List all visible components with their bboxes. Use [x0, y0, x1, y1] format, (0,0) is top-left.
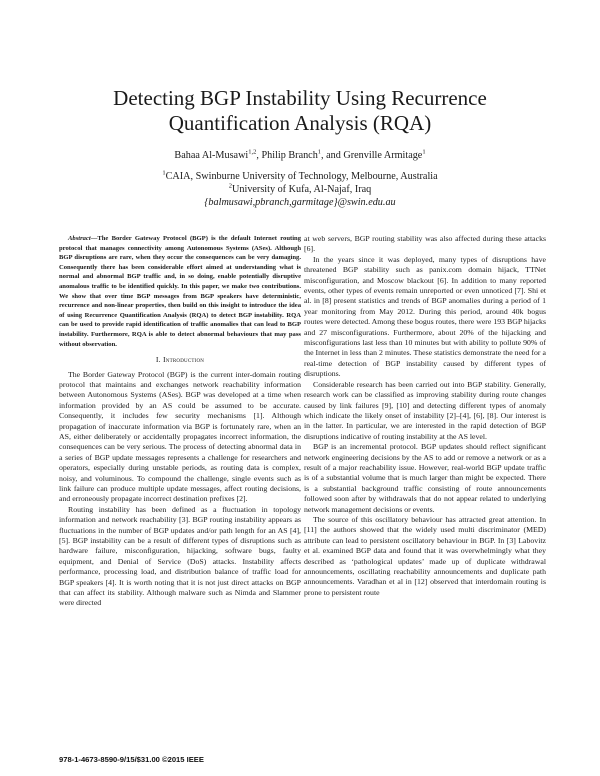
- paper-title: [40, 86, 560, 136]
- abstract-text: —The Border Gateway Protocol (BGP) is the default Internet routing protocol that manages connectivity among Autonomous Systems (ASes). Although BGP disruptions are rare, when they occur the consequences can be very damaging. Consequently there has been considerable effort aimed at understanding what is normal and abnormal BGP traffic and, in so doing, enable potentially disruptive anomalous traffic to be identified quickly. In this paper, we make two contributions. We show that over time BGP messages from BGP speakers have deterministic, recurrence and non-linear properties, then build on this insight to introduce the idea of using Recurrence Quantification Analysis (RQA) to detect BGP instability. RQA can be used to provide rapid identification of traffic anomalies that can lead to BGP instability. Furthermore, RQA is able to detect abnormal behaviours that may pass without observation.: [59, 235, 301, 348]
- abstract-label: Abstract: [68, 235, 91, 242]
- body-paragraph: Considerable research has been carried out into BGP stability. Generally, research work can be classified as improving stability during route changes caused by link failures [9], [10] and detecting different types of anomaly which indicate the likely onset of instability [2]–[4], [6], [8]. Our interest is in the latter. In particular, we are interested in the rapid detection of BGP disruptions indicative of routing instability at the AS level.: [304, 379, 546, 441]
- title-line-1: Detecting BGP Instability Using Recurrence: [113, 86, 487, 110]
- affiliation-line: [40, 183, 560, 196]
- title-line-2: Quantification Analysis (RQA): [168, 111, 432, 135]
- body-paragraph: BGP is an incremental protocol. BGP updates should reflect significant network engineering decisions by the AS to add or remove a network or as a result of a major reachability issue. However, real-world BGP update traffic is of a substantial volume that is much larger than might be expected. There is a substantial background traffic consisting of route announcements followed soon after by withdrawals that do not appear related to underlying network management decisions or events.: [304, 442, 546, 514]
- author-affiliation-marker: 1: [317, 148, 322, 156]
- author-list: [40, 149, 560, 162]
- author-name: Bahaa Al-Musawi: [174, 150, 249, 161]
- author-separator: ,: [256, 150, 262, 161]
- author-name: Philip Branch: [261, 150, 318, 161]
- right-column: [304, 234, 546, 598]
- author-affiliation-marker: 1,2: [248, 148, 257, 156]
- author-name: Grenville Armitage: [343, 150, 423, 161]
- affiliation-line: [40, 170, 560, 183]
- body-paragraph: Routing instability has been defined as a fluctuation in topology information and network reachability [3]. BGP routing instability appears as fluctuations in the number of BGP updates and/or path length for an AS [4], [5]. BGP instability can be a result of different types of disruptions such as hardware failure, misconfiguration, hijacking, software bugs, faulty equipment, and Denial of Service (DoS) attacks. Instability affects performance, processing load, and distribution balance of traffic load for BGP speakers [4]. It is worth noting that it is not just direct attacks on BGP that can affect its stability. Although malware such as Nimda and Slammer were directed: [59, 504, 301, 608]
- body-paragraph: at web servers, BGP routing stability was also affected during these attacks [6].: [304, 234, 546, 254]
- affiliation-marker: 1: [162, 169, 166, 177]
- body-paragraph: In the years since it was deployed, many types of disruptions have threatened BGP stability such as panix.com domain hijack, TTNet misconfiguration, and Moscow blackout [6]. In addition to many reported events, other types of events remain unreported or even unnoticed [7]. Shi et al. in [8] present statistics and trends of BGP anomalies during a period of 1 year monitoring from May 2012. During this period, around 40k bogus routes were detected. Among these bogus routes, there were 193 BGP hijacks and 27 misconfigurations. Furthermore, about 20% of the hijacking and misconfigurations last less than 10 minutes but with ability to pollute 90% of the Internet in less than 2 minutes. These statistics demonstrate the need for a real-time detection of BGP instability caused by different types of disruptions.: [304, 254, 546, 379]
- author-email: {balmusawi,pbranch,garmitage}@swin.edu.au: [204, 197, 396, 208]
- section-heading: I. Introduction: [155, 355, 205, 365]
- abstract: [59, 234, 301, 349]
- affiliation-marker: 2: [228, 182, 233, 190]
- left-column: [59, 234, 301, 609]
- body-paragraph: The Border Gateway Protocol (BGP) is the current inter-domain routing protocol that maintains and exchanges network reachability information between Autonomous Systems (ASes). BGP was developed at a time when information provided by an AS could be assumed to be accurate. Consequently, it includes few security mechanisms [1]. Although propagation of inaccurate information via BGP is fortunately rare, when an AS, either deliberately or accidentally propagates incorrect information, the consequences can be very serious. The process of detecting abnormal data in a series of BGP update messages represents a challenge for researchers and operators, especially during unstable periods, as routing data is complex, noisy, and voluminous. To compound the challenge, single events such as link failure can produce multiple update messages, affect routing decisions, and erroneously propagate incorrect destination prefixes [2].: [59, 369, 301, 504]
- body-paragraph: The source of this oscillatory behaviour has attracted great attention. In [11] the authors showed that the widely used multi discriminator (MED) attribute can lead to persistent oscillatory behaviour in BGP. In [3] Labovitz et al. examined BGP data and found that it was overwhelmingly what they described as ‘pathological updates’ made up of duplicate withdrawal announcements, oscillating reachability announcements and duplicate path announcements. Varadhan et al in [12] observed that interdomain routing is prone to persistent route: [304, 514, 546, 597]
- affiliations: [40, 170, 560, 209]
- author-affiliation-marker: 1: [422, 148, 426, 156]
- affiliation-text: University of Kufa, Al-Najaf, Iraq: [232, 184, 372, 195]
- author-separator: , and: [321, 150, 344, 161]
- affiliation-text: CAIA, Swinburne University of Technology, Melbourne, Australia: [165, 171, 438, 182]
- copyright-footer: 978-1-4673-8590-9/15/$31.00 ©2015 IEEE: [59, 755, 204, 764]
